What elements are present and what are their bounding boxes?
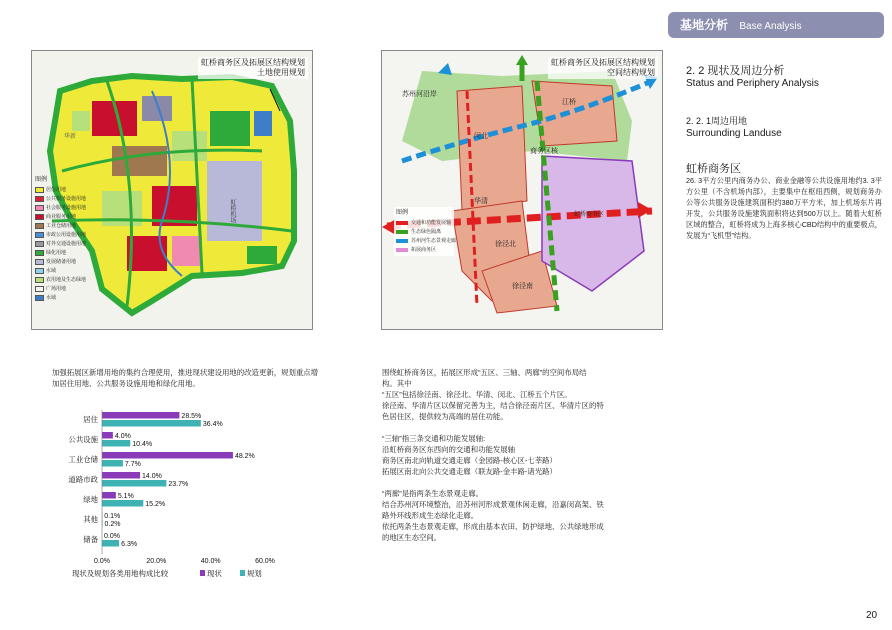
mid-line: 依托两条生态景观走廊，形成由基本农田、防护绿地、公共绿地形成 [382, 522, 604, 531]
legend-label: 规划 [247, 569, 262, 578]
mid-description [382, 367, 662, 543]
legend-label: 市政公用设施用地 [46, 231, 87, 238]
mid-gap [382, 422, 662, 433]
bar [102, 492, 116, 499]
legend-swatch [396, 239, 408, 243]
legend-row [396, 236, 457, 245]
land-use-map-title-line1: 虹桥商务区及拓展区结构规划 [201, 58, 305, 67]
land-use-map-title [198, 57, 308, 79]
legend-swatch [396, 248, 408, 252]
legend-row [35, 266, 101, 275]
legend-row [35, 257, 101, 266]
bar-category-label: 其他 [83, 515, 98, 524]
mid-line: 徐泾南、华清片区以保留完善为主，结合徐泾南片区、华清片区的特 [382, 401, 604, 410]
side-heading: 虹桥商务区 [686, 163, 741, 175]
mid-line: “两廊”是指两条生态景观走廊。 [382, 489, 484, 498]
legend-swatch [35, 223, 44, 229]
mid-line: 沿虹桥商务区东西向的交通和功能发展轴 [382, 445, 516, 454]
spatial-structure-map [381, 50, 663, 330]
bar-value-label: 0.2% [104, 521, 121, 528]
bar-value-label: 0.1% [104, 513, 121, 520]
legend-label: 居住用地 [46, 186, 67, 193]
x-tick-label: 60.0% [255, 558, 275, 565]
bar-category-label: 储备 [83, 535, 98, 544]
subsection-title-en: Surrounding Landuse [686, 128, 782, 139]
legend-label: 工业仓储用地 [46, 222, 77, 229]
bar [102, 452, 233, 459]
bar-value-label: 36.4% [202, 421, 223, 428]
huaqing-label: 华清 [474, 198, 488, 205]
suzhou-river-label: 苏州河沿岸 [402, 91, 437, 98]
legend-row [35, 248, 101, 257]
section-number-title: 2. 2 现状及周边分析 [686, 65, 785, 77]
legend-swatch [35, 205, 44, 211]
legend-row [35, 194, 101, 203]
airport-label: 虹桥机场 [229, 199, 235, 223]
landuse-comparison-chart [52, 410, 292, 595]
bar [102, 412, 179, 419]
mid-line: 路外环线形成生态绿化走廊。 [382, 511, 479, 520]
bar [102, 420, 201, 427]
bar [102, 460, 123, 467]
spatial-legend-title: 图例 [396, 210, 409, 216]
x-tick-label: 40.0% [200, 558, 221, 565]
legend-label: 发展储备用地 [46, 258, 77, 265]
legend-label: 农用地及生态绿地 [46, 276, 87, 283]
bar-value-label: 10.4% [132, 441, 153, 448]
legend-swatch [35, 259, 44, 265]
mid-line: 的地区生态空间。 [382, 533, 442, 542]
legend-label: 水域 [46, 294, 57, 301]
legend-label: 对外交通设施用地 [46, 240, 87, 247]
legend-row [35, 203, 101, 212]
legend-row [35, 293, 101, 302]
legend-swatch [35, 214, 44, 220]
header-title-en: Base Analysis [739, 21, 802, 32]
business-core-label: 商务区核 [530, 148, 558, 155]
mid-line: 商务区南北向轨道交通走廊（金园路-核心区-七莘路） [382, 456, 557, 465]
land-use-legend [35, 176, 101, 302]
side-paragraph: 26. 3平方公里内商务办公、商业金融等公共设施用地约3. 3平方公里（不含机场内部），主要集中在枢纽西侧，规划商务办公等公共服务设施建筑面积约380万平方米，加上机场东片再开发，公共服务设施建筑面积将达到500万以上。随着大虹桥区域的整合，虹桥将成为上海多核心CBD结构中的重要极点，发展为“飞机型”结构。 [686, 176, 882, 240]
bar [102, 440, 130, 447]
bar-value-label: 48.2% [234, 453, 255, 460]
land-use-legend-title: 图例 [35, 177, 48, 183]
section-title-en: Status and Periphery Analysis [686, 78, 819, 89]
legend-row [35, 185, 101, 194]
legend-label: 公共服务设施用地 [46, 195, 87, 202]
bar-value-label: 28.5% [181, 413, 202, 420]
legend-swatch [35, 268, 44, 274]
legend-label: 生态绿色隔离 [411, 229, 442, 235]
bar-category-label: 道路市政 [68, 475, 98, 484]
hongqiao-area-label: 虹桥商务区 [574, 212, 605, 218]
land-use-map [31, 50, 313, 330]
bar-value-label: 5.1% [117, 493, 134, 500]
mid-gap [382, 477, 662, 488]
spatial-legend [394, 207, 457, 256]
legend-swatch [35, 196, 44, 202]
bar-category-label: 工业仓储 [68, 455, 98, 464]
chart-svg [52, 410, 292, 590]
spatial-map-title [548, 57, 658, 79]
legend-label: 商业服务用地 [46, 213, 77, 220]
mid-line: 构。其中 [382, 379, 412, 388]
mid-line: 色居住区，提供较为高端的居住功能。 [382, 412, 508, 421]
mid-line: “三轴”指三条交通和功能发展轴: [382, 434, 486, 443]
land-use-map-title-line2: 土地使用规划 [257, 68, 305, 77]
huaxin-label: 华新 [64, 134, 77, 140]
legend-row [35, 284, 101, 293]
bar [102, 472, 140, 479]
bar-category-label: 绿地 [83, 495, 98, 504]
jiangqiao-label: 江桥 [562, 99, 576, 106]
mid-line: 拓展区南北向公共交通走廊（联友路-金丰路-诸光路） [382, 467, 557, 476]
mid-line: 围绕虹桥商务区，拓展区形成“五区、三轴、两廊”的空间布局结 [382, 368, 587, 377]
legend-label: 拓展商务区 [411, 247, 437, 253]
legend-swatch [35, 250, 44, 256]
legend-row [396, 245, 452, 254]
bar-value-label: 0.0% [104, 533, 120, 540]
legend-label: 广场用地 [46, 285, 67, 292]
bar-category-label: 居住 [83, 415, 98, 424]
legend-swatch [35, 286, 44, 292]
legend-row [35, 275, 101, 284]
legend-label: 水域 [46, 267, 57, 274]
legend-label: 绿化用地 [46, 249, 67, 256]
section-header-tab [668, 12, 884, 38]
legend-label: 社会服务设施用地 [46, 204, 87, 211]
mid-line: 结合苏州河环境整治，沿苏州河形成景观休闲走廊，沿嘉闵高架、铁 [382, 500, 604, 509]
bar [102, 432, 113, 439]
legend-swatch [35, 241, 44, 247]
legend-swatch [240, 570, 245, 576]
legend-swatch [200, 570, 205, 576]
minbei-label: 闵北 [474, 133, 488, 140]
bar-value-label: 14.0% [142, 473, 162, 480]
subsection-number: 2. 2. 1周边用地 [686, 116, 748, 126]
x-tick-label: 0.0% [94, 558, 110, 565]
legend-swatch [35, 187, 44, 193]
spatial-map-title-line1: 虹桥商务区及拓展区结构规划 [551, 58, 655, 67]
legend-row [35, 212, 101, 221]
bar [102, 480, 166, 487]
bar [102, 540, 119, 547]
legend-row [35, 221, 101, 230]
bar-value-label: 6.3% [121, 541, 138, 548]
legend-swatch [396, 221, 408, 225]
legend-row [35, 230, 101, 239]
left-description: 加强拓展区新增用地的集约合理使用，推进现状建设用地的改造更新，规划重点增加居住用地、公共服务设施用地和绿化用地。 [52, 368, 319, 388]
bar-value-label: 4.0% [114, 433, 131, 440]
legend-label: 苏州河生态景观走廊 [411, 238, 457, 244]
xujing-south-label: 徐泾南 [512, 283, 533, 290]
legend-label: 现状 [207, 569, 222, 578]
spatial-map-title-line2: 空间结构规划 [607, 68, 655, 77]
x-tick-label: 20.0% [146, 558, 167, 565]
legend-swatch [396, 230, 408, 234]
legend-row [35, 239, 101, 248]
chart-title: 现状及规划各类用地构成比较 [72, 569, 169, 578]
bar-value-label: 23.7% [168, 481, 189, 488]
legend-row [396, 227, 452, 236]
bar-value-label: 7.7% [124, 461, 141, 468]
legend-swatch [35, 295, 44, 301]
mid-line: “五区”包括徐泾南、徐泾北、华清、闵北、江桥五个片区。 [382, 390, 572, 399]
bar-category-label: 公共设施 [68, 435, 98, 444]
bar-value-label: 15.2% [145, 501, 166, 508]
legend-swatch [35, 277, 44, 283]
xujing-north-label: 徐泾北 [495, 241, 516, 248]
bar [102, 500, 143, 507]
legend-row [396, 218, 452, 227]
header-title-zh: 基地分析 [680, 18, 729, 32]
legend-label: 交通和功能发展轴 [411, 220, 452, 226]
legend-swatch [35, 232, 44, 238]
page-number: 20 [866, 610, 878, 621]
